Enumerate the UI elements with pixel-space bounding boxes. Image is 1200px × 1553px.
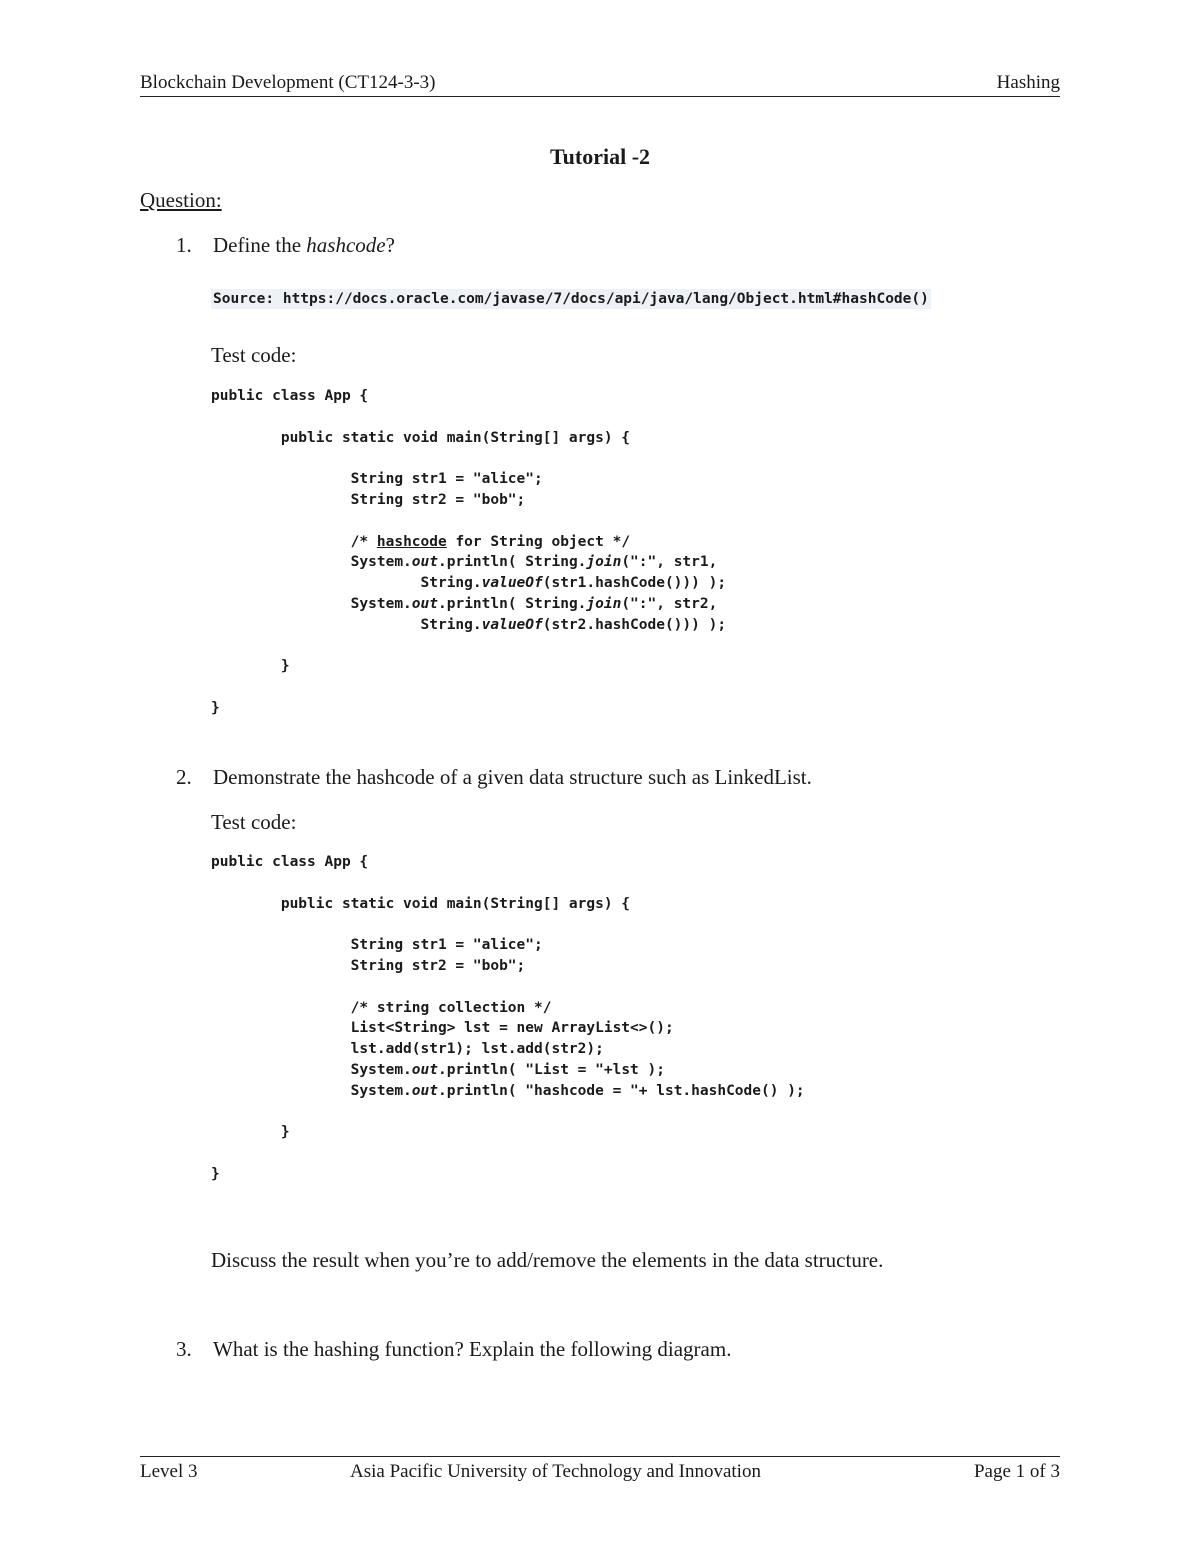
code-part: (":", str1, [621,554,718,571]
code-part: .println( "List = "+lst ); [438,1061,665,1078]
code-part: String. [211,575,482,592]
footer-level: Level 3 [140,1461,198,1482]
question-3-text: What is the hashing function? Explain the following diagram. [213,1337,732,1361]
code-line: String str1 = "alice"; [211,937,543,954]
q2-test-code-label: Test code: [211,810,297,834]
code-line: String str2 = "bob"; [211,957,526,974]
code-line: } [211,1165,220,1182]
code-line: } [211,699,220,716]
question-label: Question: [140,188,222,212]
q1-text-italic: hashcode [306,233,386,257]
code-part: .println( String. [438,595,587,612]
code-part: System. [211,554,412,571]
code-part: (str2.hashCode())) ); [542,616,727,633]
question-1-text [213,233,395,258]
code-part: System. [211,1082,412,1099]
page-footer [140,1456,1060,1487]
code-line: lst.add(str1); lst.add(str2); [211,1041,604,1058]
code-line [211,596,717,612]
q1-code-block [211,386,726,719]
code-line: public static void main(String[] args) { [211,895,631,912]
code-part: out [411,1082,438,1099]
q1-text-after: ? [385,233,395,257]
code-part: for String object */ [446,533,631,550]
source-link: Source: https://docs.oracle.com/javase/7/docs/api/java/lang/Object.html#hashCode() [213,291,929,307]
code-part: System. [211,595,412,612]
code-part: join [586,554,622,571]
code-part: System. [211,1061,412,1078]
code-part: String. [211,616,482,633]
code-part: out [411,595,438,612]
code-line: /* string collection */ [211,999,552,1016]
code-line: public class App { [211,854,369,870]
code-line: } [211,1124,290,1141]
code-part: /* [211,533,377,550]
q2-code-block [211,852,805,1185]
footer-page-number: Page 1 of 3 [973,1461,1060,1482]
q1-text-before: Define the [213,233,307,257]
code-part: out [411,1061,438,1078]
question-1-number: 1. [176,233,192,257]
q2-discuss-text: Discuss the result when you’re to add/remove the elements in the data structure. [211,1248,884,1272]
code-line [211,534,630,550]
footer-institution: Asia Pacific University of Technology and Innovation [350,1461,761,1482]
code-part: valueOf [481,616,543,633]
code-part: (":", str2, [621,595,718,612]
question-2-number: 2. [176,765,192,789]
code-line: List<String> lst = new ArrayList<>(); [211,1020,674,1037]
question-2-text: Demonstrate the hashcode of a given data structure such as LinkedList. [213,765,812,789]
code-line: public class App { [211,388,369,404]
code-part: valueOf [481,575,543,592]
question-3-number: 3. [176,1337,192,1361]
code-line: } [211,658,290,675]
code-part: out [411,554,438,571]
header-topic: Hashing [996,72,1060,93]
code-line [211,617,726,633]
code-line: String str1 = "alice"; [211,471,543,488]
code-part: (str1.hashCode())) ); [542,575,727,592]
code-part: .println( "hashcode = "+ lst.hashCode() ); [438,1082,805,1099]
code-part: join [586,595,622,612]
code-line: String str2 = "bob"; [211,491,526,508]
code-line [211,575,726,591]
code-part: hashcode [376,533,447,550]
code-line: public static void main(String[] args) { [211,429,631,446]
q1-test-code-label: Test code: [211,343,297,367]
page-header [140,70,1060,97]
code-line [211,1083,805,1099]
code-line [211,554,717,570]
header-course: Blockchain Development (CT124-3-3) [140,72,436,93]
code-part: .println( String. [438,554,587,571]
page-title: Tutorial -2 [549,144,651,169]
code-line [211,1062,665,1078]
